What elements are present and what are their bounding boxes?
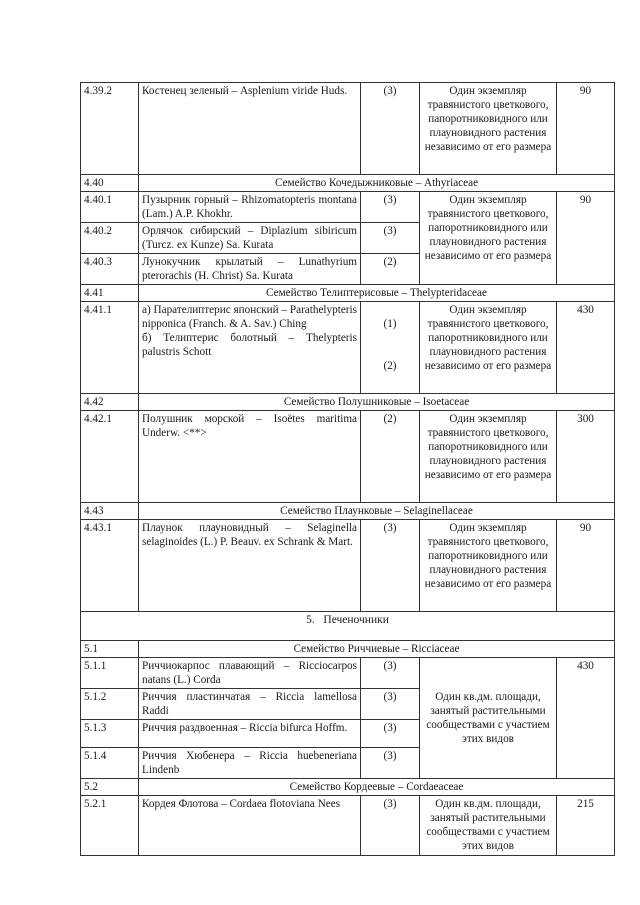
status-category: (3) [361, 83, 420, 175]
row-number: 5.1.3 [81, 720, 139, 748]
status-category [361, 302, 420, 394]
status-category: (3) [361, 689, 420, 720]
species-name: Полушник морской – Isoëtes maritima Underw. <**> [139, 411, 361, 503]
family-title: Семейство Кордеевые – Cordaeaceae [139, 779, 615, 796]
species-name: Лунокучник крылатый – Lunathyrium pterorachis (H. Christ) Sa. Kurata [139, 254, 361, 285]
rate-value: 215 [557, 796, 615, 856]
section-title: 5. Печеночники [81, 612, 615, 641]
row-number: 5.1.1 [81, 658, 139, 689]
species-name: Риччия Хюбенера – Riccia huebeneriana Lindenb [139, 748, 361, 779]
status-category-a: (1) [383, 318, 397, 330]
family-title: Семейство Телиптерисовые – Thelypteridaceae [139, 285, 615, 302]
status-category: (3) [361, 192, 420, 223]
rate-value: 90 [557, 192, 615, 285]
rate-value: 90 [557, 83, 615, 175]
unit-of-measure: Один экземпляр травянистого цветкового, папоротниковидного или плауновидного растения независимо от его размера [420, 192, 557, 285]
family-row [81, 175, 615, 192]
status-category: (3) [361, 520, 420, 612]
species-table [80, 82, 615, 856]
unit-of-measure: Один кв.дм. площади, занятый растительными сообществами с участием этих видов [420, 658, 557, 779]
row-number: 5.2 [81, 779, 139, 796]
family-row [81, 779, 615, 796]
rate-value: 300 [557, 411, 615, 503]
table-row [81, 520, 615, 612]
family-row [81, 503, 615, 520]
family-row [81, 394, 615, 411]
species-name: Орлячок сибирский – Diplazium sibiricum (Turcz. ex Kunze) Sa. Kurata [139, 223, 361, 254]
rate-value: 430 [557, 302, 615, 394]
species-name: Плаунок плауновидный – Selaginella selaginoides (L.) P. Beauv. ex Schrank & Mart. [139, 520, 361, 612]
species-name: Риччия раздвоенная – Riccia bifurca Hoffm. [139, 720, 361, 748]
row-number: 4.41 [81, 285, 139, 302]
family-row [81, 285, 615, 302]
row-number: 4.40.2 [81, 223, 139, 254]
section-row [81, 612, 615, 641]
family-title: Семейство Полушниковые – Isoetaceae [139, 394, 615, 411]
row-number: 4.43.1 [81, 520, 139, 612]
status-category: (3) [361, 720, 420, 748]
status-category-b: (2) [383, 360, 397, 372]
table-row [81, 83, 615, 175]
unit-of-measure: Один кв.дм. площади, занятый растительными сообществами с участием этих видов [420, 796, 557, 856]
status-category: (2) [361, 254, 420, 285]
row-number: 4.40.3 [81, 254, 139, 285]
status-category: (2) [361, 411, 420, 503]
row-number: 4.40 [81, 175, 139, 192]
status-category: (3) [361, 796, 420, 856]
table-row [81, 796, 615, 856]
family-title: Семейство Кочедыжниковые – Athyriaceae [139, 175, 615, 192]
family-title: Семейство Плаунковые – Selaginellaceae [139, 503, 615, 520]
row-number: 4.41.1 [81, 302, 139, 394]
unit-of-measure: Один экземпляр травянистого цветкового, папоротниковидного или плауновидного растения независимо от его размера [420, 302, 557, 394]
row-number: 4.42.1 [81, 411, 139, 503]
rate-value: 430 [557, 658, 615, 779]
species-name: Костенец зеленый – Asplenium viride Huds. [139, 83, 361, 175]
table-row [81, 411, 615, 503]
species-name: Кордея Флотова – Cordaea flotoviana Nees [139, 796, 361, 856]
species-name: Риччиокарпос плавающий – Ricciocarpos natans (L.) Corda [139, 658, 361, 689]
unit-of-measure: Один экземпляр травянистого цветкового, папоротниковидного или плауновидного растения независимо от его размера [420, 411, 557, 503]
species-name [139, 302, 361, 394]
species-name-a: а) Парателиптерис японский – Parathelypteris nipponica (Franch. & A. Sav.) Ching [142, 304, 357, 330]
row-number: 4.43 [81, 503, 139, 520]
status-category: (3) [361, 748, 420, 779]
table-row [81, 658, 615, 689]
species-name: Пузырник горный – Rhizomatopteris montana (Lam.) A.P. Khokhr. [139, 192, 361, 223]
row-number: 4.40.1 [81, 192, 139, 223]
rate-value: 90 [557, 520, 615, 612]
row-number: 5.1 [81, 641, 139, 658]
unit-of-measure: Один экземпляр травянистого цветкового, папоротниковидного или плауновидного растения независимо от его размера [420, 83, 557, 175]
row-number: 5.1.4 [81, 748, 139, 779]
status-category: (3) [361, 223, 420, 254]
species-name: Риччия пластинчатая – Riccia lamellosa Raddi [139, 689, 361, 720]
table-row [81, 302, 615, 394]
row-number: 4.42 [81, 394, 139, 411]
row-number: 4.39.2 [81, 83, 139, 175]
table-row [81, 192, 615, 223]
status-category: (3) [361, 658, 420, 689]
family-row [81, 641, 615, 658]
row-number: 5.1.2 [81, 689, 139, 720]
unit-of-measure: Один экземпляр травянистого цветкового, папоротниковидного или плауновидного растения независимо от его размера [420, 520, 557, 612]
row-number: 5.2.1 [81, 796, 139, 856]
family-title: Семейство Риччиевые – Ricciaceae [139, 641, 615, 658]
species-name-b: б) Телиптерис болотный – Thelypteris palustris Schott [142, 332, 357, 358]
